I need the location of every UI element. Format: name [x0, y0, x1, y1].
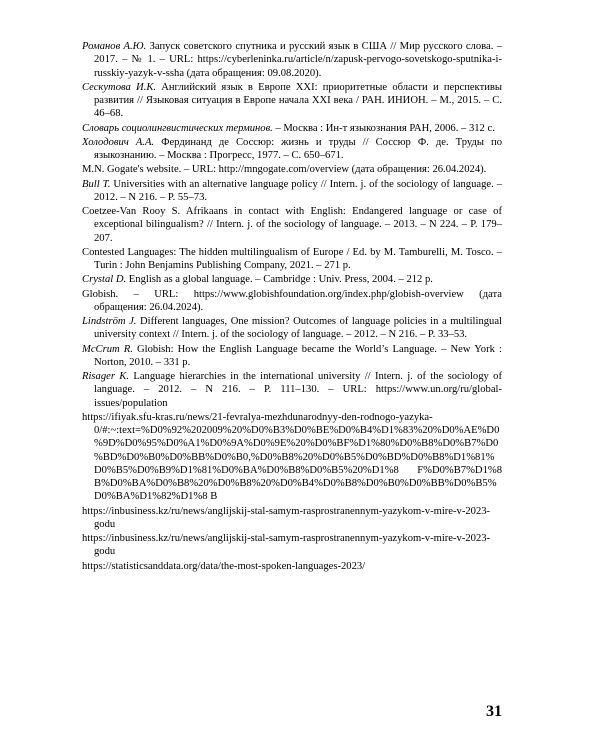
reference-entry: [82, 122, 502, 135]
reference-entry: [82, 505, 502, 532]
reference-entry: [82, 205, 502, 245]
reference-text: Globish: How the English Language became the World’s Language. – New York : Norton, 2010. – 331 p.: [94, 343, 502, 368]
reference-entry: [82, 411, 502, 504]
reference-entry: [82, 136, 502, 163]
reference-author: Сескутова И.К.: [82, 81, 157, 93]
reference-text: Запуск советского спутника и русский язык в США // Мир русского слова. – 2017. – № 1. – URL: https://cyberleninka.ru/article/n/zapusk-pervogo-sovetskogo-sputnika-i-russkiy-yazyk-v-ssha (дата обращения: 09.08.2020).: [94, 41, 502, 79]
reference-entry: [82, 40, 502, 80]
reference-author: McCrum R.: [82, 343, 133, 355]
reference-author: Risager K.: [82, 371, 130, 382]
reference-entry: [82, 370, 502, 410]
reference-author: Crystal D.: [82, 274, 127, 286]
reference-text: Language hierarchies in the international university // Intern. j. of the sociology of language. – 2012. – N 216. – P. 111–130. – URL: https://www.un.org/ru/global-issues/population: [94, 371, 502, 409]
reference-author: Словарь социолингвистических терминов.: [82, 122, 273, 134]
page-number: 31: [486, 703, 502, 720]
reference-entry: [82, 315, 502, 342]
reference-entry: [82, 273, 502, 286]
reference-text: Фердинанд де Соссюр: жизнь и труды // Соссюр Ф. де. Труды по языкознанию. – Москва : Прогресс, 1977. – С. 650–671.: [94, 136, 502, 161]
reference-entry: [82, 163, 502, 176]
reference-author: Романов А.Ю.: [82, 41, 147, 52]
reference-text: https://statisticsanddata.org/data/the-most-spoken-languages-2023/: [82, 560, 366, 572]
reference-author: Lindström J.: [82, 316, 137, 327]
reference-text: Different languages, One mission? Outcomes of language policies in a multilingual university context // Intern. j. of the sociology of language. – 2012. – N 216. – P. 33–53.: [94, 316, 502, 341]
reference-text: https://inbusiness.kz/ru/news/anglijskij-stal-samym-rasprostranennym-yazykom-v-mire-v-2023-godu: [82, 505, 491, 530]
reference-text: Contested Languages: The hidden multilingualism of Europe / Ed. by M. Tamburelli, M. Tosco. – Turin : John Benjamins Publishing Company, 2021. – 271 p.: [82, 246, 502, 271]
reference-text: M.N. Gogate's website. – URL: http://mngogate.com/overview (дата обращения: 26.04.2024).: [82, 164, 487, 176]
reference-entry: [82, 343, 502, 370]
reference-author: Bull T.: [82, 178, 111, 190]
reference-entry: [82, 246, 502, 273]
reference-entry: [82, 560, 502, 573]
reference-text: https://inbusiness.kz/ru/news/anglijskij-stal-samym-rasprostranennym-yazykom-v-mire-v-2023-godu: [82, 533, 491, 558]
reference-text: Coetzee-Van Rooy S. Afrikaans in contact with English: Endangered language or case of exceptional bilingualism? // Intern. j. of the sociology of language. – 2013. – N 224. – P. 179–207.: [82, 206, 502, 244]
reference-entry: [82, 532, 502, 559]
reference-author: Холодович А.А.: [82, 136, 155, 148]
reference-entry: [82, 178, 502, 205]
reference-text: Globish. – URL: https://www.globishfoundation.org/index.php/globish-overview (дата обращения: 26.04.2024).: [82, 288, 502, 313]
reference-text: Английский язык в Европе XXI: приоритетные области и перспективы развития // Языковая ситуация в Европе начала XXI века / РАН. ИНИОН. – М., 2015. – С. 46–68.: [94, 81, 502, 120]
reference-text: English as a global language. – Cambridge : Univ. Press, 2004. – 212 p.: [126, 274, 433, 286]
reference-entry: [82, 288, 502, 315]
reference-entry: [82, 81, 502, 121]
reference-list: [82, 40, 502, 574]
reference-text: – Москва : Ин-т языкознания РАН, 2006. – 312 с.: [272, 122, 495, 134]
reference-text: Universities with an alternative language policy // Intern. j. of the sociology of language. – 2012. – N 216. – P. 55–73.: [94, 178, 502, 203]
reference-text: https://ifiyak.sfu-kras.ru/news/21-fevralya-mezhdunarodnyy-den-rodnogo-yazyka-0/#:~:text=%D0%92%202009%20%D0%B3%D0%BE%D0%B4%D1%83%20%D0%AE%D0%9D%D0%95%D0%A1%D0%9A%D0%9E%20%D0%BF%D1%80%D0%B8%D0%B7%D0%BD%D0%B0%D0%BB%D0%B0,%D0%B8%20%D0%B5%D0%BD%D0%B8%D1%81%D0%B5%D0%B9%D1%81%D0%BA%D0%B8%D0%B5%20%D1%8 F%D0%B7%D1%8 B%D0%BA%D0%B8%20%D0%B8%20%D0%B4%D0%B8%D0%B0%D0%BB%D0%B5%D0%BA%D1%82%D1%8 B: [82, 411, 502, 503]
